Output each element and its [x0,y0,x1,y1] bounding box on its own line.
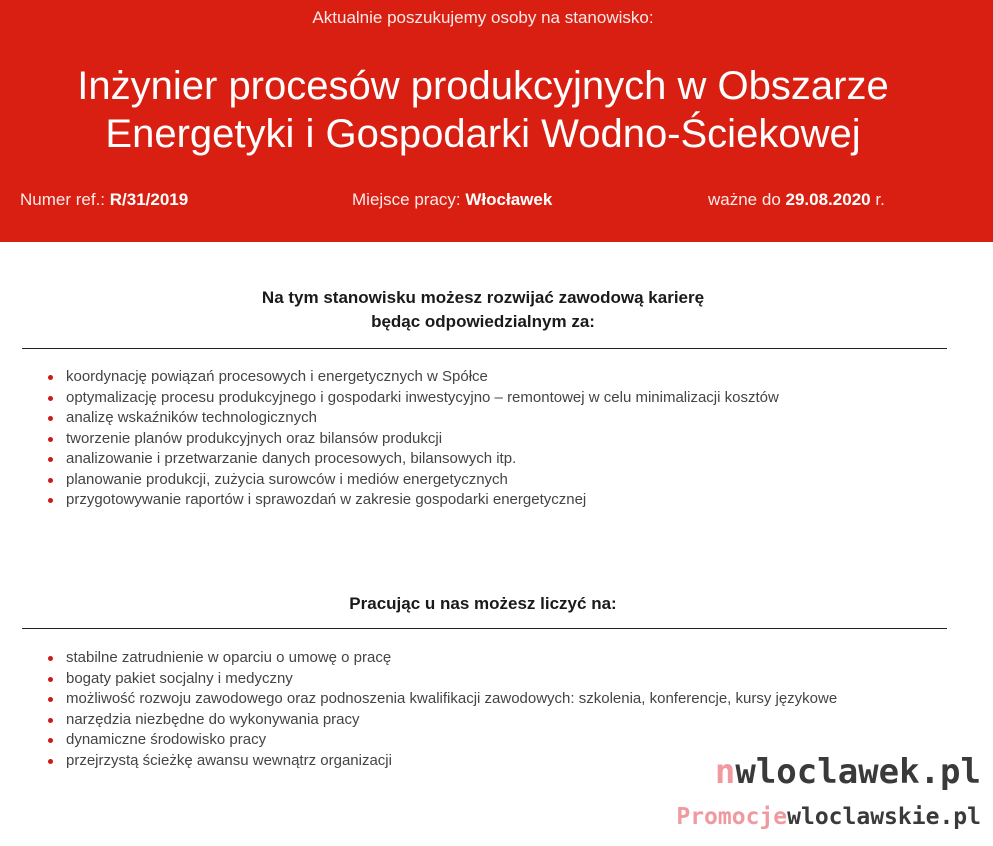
responsibilities-heading-line-2: będąc odpowiedzialnym za: [371,312,595,331]
valid-suffix: r. [875,190,885,209]
responsibilities-heading-line-1: Na tym stanowisku możesz rozwijać zawodową karierę [261,288,705,307]
benefits-heading-text: Pracując u nas możesz liczyć na: [349,594,617,613]
valid-until [708,190,885,210]
responsibilities-list [22,367,942,511]
location-label: Miejsce pracy: [352,190,461,209]
list-item: analizę wskaźników technologicznych [22,408,942,429]
list-item: analizowanie i przetwarzanie danych procesowych, bilansowych itp. [22,449,942,470]
reference-label: Numer ref.: [20,190,106,209]
list-item: narzędzia niezbędne do wykonywania pracy [22,710,942,731]
location-value: Włocławek [465,190,553,209]
list-item: bogaty pakiet socjalny i medyczny [22,669,942,690]
job-title-line-1: Inżynier procesów produkcyjnych w Obszarze [77,64,889,108]
watermark-rest-1: wloclawek.pl [735,752,981,792]
list-item: dynamiczne środowisko pracy [22,730,942,751]
list-item: przygotowywanie raportów i sprawozdań w zakresie gospodarki energetycznej [22,490,942,511]
valid-label: ważne do [708,190,781,209]
benefits-divider [22,628,947,629]
header-intro: Aktualnie poszukujemy osoby na stanowisko: [312,8,654,27]
list-item: stabilne zatrudnienie w oparciu o umowę o pracę [22,648,942,669]
list-item: tworzenie planów produkcyjnych oraz bilansów produkcji [22,429,942,450]
benefits-heading [0,592,966,616]
list-item: możliwość rozwoju zawodowego oraz podnoszenia kwalifikacji zawodowych: szkolenia, konferencje, kursy językowe [22,689,942,710]
job-title-line-2: Energetyki i Gospodarki Wodno-Ściekowej [105,112,861,156]
list-item: planowanie produkcji, zużycia surowców i mediów energetycznych [22,470,942,491]
responsibilities-divider [22,348,947,349]
valid-date: 29.08.2020 [785,190,871,209]
list-item: przejrzystą ścieżkę awansu wewnątrz organizacji [22,751,942,772]
reference-number [20,190,188,210]
responsibilities-heading [0,286,966,334]
watermark-accent-2: Promocje [676,804,788,830]
watermark-nwloclawek [715,752,981,792]
watermark-rest-2: wloclawskie.pl [787,804,981,830]
watermark-promocje [676,804,981,830]
job-title [0,62,966,158]
work-location [352,190,552,210]
list-item: koordynację powiązań procesowych i energetycznych w Spółce [22,367,942,388]
reference-value: R/31/2019 [109,190,189,209]
watermark-accent-1: n [714,752,736,792]
list-item: optymalizację procesu produkcyjnego i gospodarki inwestycyjno – remontowej w celu minimalizacji kosztów [22,388,942,409]
job-header-banner [0,0,993,242]
